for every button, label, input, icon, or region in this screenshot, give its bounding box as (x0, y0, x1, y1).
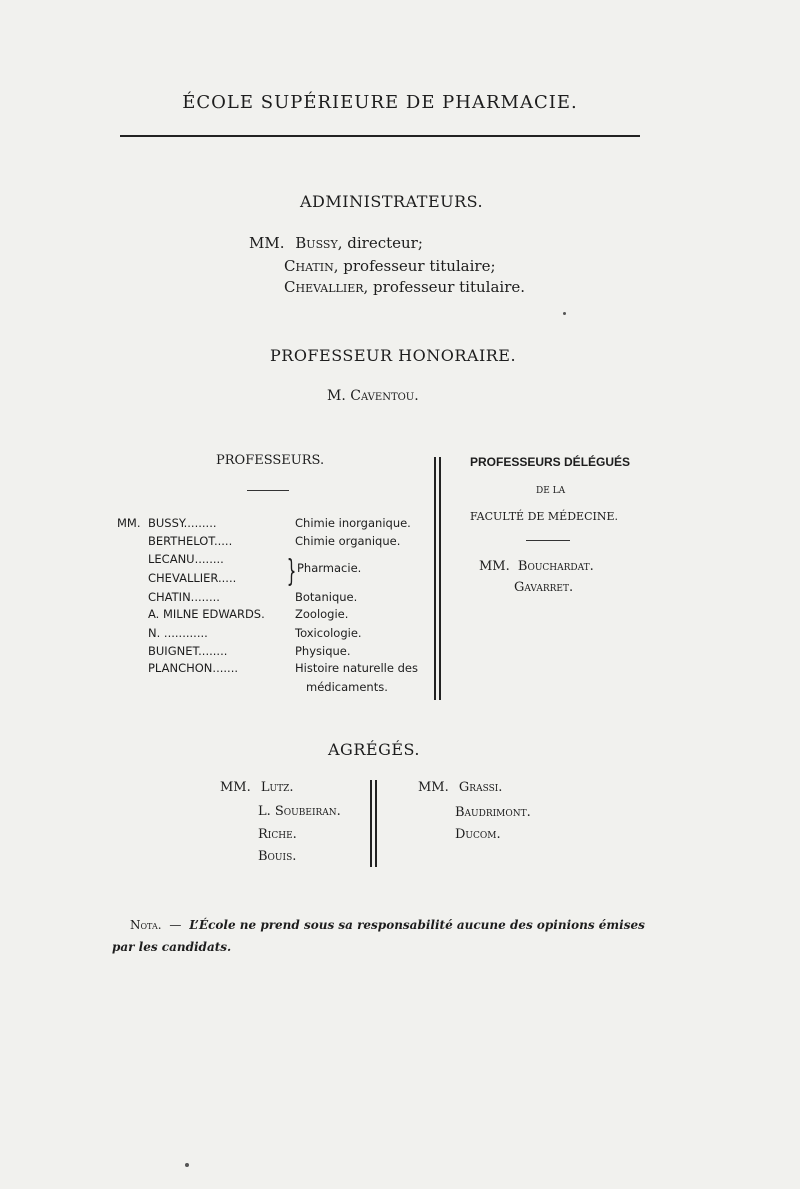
prof-name: BUSSY (148, 516, 184, 530)
leader-dots: ....... (212, 661, 239, 675)
agreges-right-line-1 (418, 780, 502, 795)
leader-dots: . ............ (156, 626, 208, 640)
table-row (148, 607, 265, 621)
agreges-divider (370, 780, 372, 867)
agrege-name: Grassi. (458, 780, 503, 795)
prof-subject: Chimie inorganique. (295, 516, 411, 530)
admin-line-3 (284, 278, 525, 296)
leader-dots: ..... (213, 534, 233, 548)
prof-name: LECANU (148, 552, 195, 566)
nota-text-1: L’École ne prend sous sa responsabilité aucune des opinions émises (189, 918, 645, 932)
agrege-name: Lutz. (260, 780, 294, 795)
prof-subject: Histoire naturelle des (295, 661, 418, 675)
nota-label: Nota. (130, 918, 162, 932)
page-title: ÉCOLE SUPÉRIEURE DE PHARMACIE. (182, 92, 578, 113)
admin-line-1 (249, 234, 423, 252)
admin-role-chatin: , professeur titulaire; (333, 257, 496, 275)
column-divider (439, 457, 441, 700)
delegues-line-1 (479, 559, 594, 574)
admin-name-bussy: Bussy (295, 234, 338, 252)
admin-prefix: MM. (249, 234, 285, 252)
leader-dots: ..... (218, 571, 237, 585)
delegues-sub1: DE LA (536, 486, 566, 496)
prof-name: CHEVALLIER (148, 571, 218, 585)
table-row (148, 534, 232, 548)
delegue-name: Gavarret. (514, 580, 574, 595)
agreges-left-line-1 (220, 780, 294, 795)
prof-subject: Chimie organique. (295, 534, 401, 548)
table-row (148, 571, 236, 585)
prof-subject: Botanique. (295, 590, 358, 604)
scan-speck (563, 312, 566, 315)
leader-dots: ........ (190, 590, 220, 604)
table-row (148, 644, 227, 658)
agrege-name: L. Soubeiran. (258, 804, 341, 819)
prof-name: N (148, 626, 157, 640)
column-divider (434, 457, 436, 700)
agrege-name: Ducom. (455, 827, 501, 842)
brace-icon: } (286, 554, 297, 589)
delegue-name: Bouchardat. (517, 559, 594, 574)
agrege-name: Baudrimont. (455, 805, 531, 820)
prof-subject: Toxicologie. (295, 626, 362, 640)
agrege-name: Riche. (258, 827, 297, 842)
honoraire-name: M. Caventou. (327, 388, 419, 404)
professeurs-heading: PROFESSEURS. (216, 453, 325, 468)
prof-subject-cont: médicaments. (306, 680, 388, 694)
administrateurs-heading: ADMINISTRATEURS. (300, 192, 484, 211)
scan-speck (185, 1163, 189, 1167)
table-row (148, 626, 208, 640)
title-rule (120, 135, 640, 137)
prof-name: PLANCHON (148, 661, 213, 675)
prof-name: A. MILNE EDWARDS (148, 607, 262, 621)
leader-dots: ......... (183, 516, 217, 530)
agrege-name: Bouis. (258, 849, 297, 864)
professeurs-rule (247, 490, 289, 491)
delegues-rule (526, 540, 570, 541)
agreges-right-prefix: MM. (418, 780, 449, 795)
delegues-prefix: MM. (479, 559, 510, 574)
leader-dots: ........ (198, 644, 228, 658)
table-row (148, 552, 224, 566)
table-row (148, 516, 217, 530)
pharmacie-subject: Pharmacie. (297, 561, 362, 575)
delegues-heading: PROFESSEURS DÉLÉGUÉS (470, 455, 631, 469)
agreges-divider (375, 780, 377, 867)
admin-role-chevallier: , professeur titulaire. (363, 278, 526, 296)
leader-dots: ........ (194, 552, 224, 566)
admin-name-chevallier: Chevallier (284, 278, 364, 296)
table-row (148, 590, 220, 604)
leader-dots: . (261, 607, 265, 621)
prof-subject: Physique. (295, 644, 351, 658)
professeurs-prefix: MM. (117, 516, 141, 530)
table-row (148, 661, 238, 675)
agreges-heading: AGRÉGÉS. (328, 740, 420, 759)
admin-name-chatin: Chatin (284, 257, 334, 275)
agreges-left-prefix: MM. (220, 780, 251, 795)
prof-subject: Zoologie. (295, 607, 349, 621)
delegues-sub2: FACULTÉ DE MÉDECINE. (470, 510, 618, 523)
honoraire-heading: PROFESSEUR HONORAIRE. (270, 346, 517, 365)
prof-name: BUIGNET (148, 644, 199, 658)
nota-text-2: par les candidats. (112, 940, 232, 954)
admin-line-2 (284, 257, 496, 275)
prof-name: CHATIN (148, 590, 191, 604)
nota-line-1 (130, 918, 645, 932)
prof-name: BERTHELOT (148, 534, 214, 548)
nota-dash: — (169, 918, 182, 932)
admin-role-bussy: , directeur; (337, 234, 423, 252)
